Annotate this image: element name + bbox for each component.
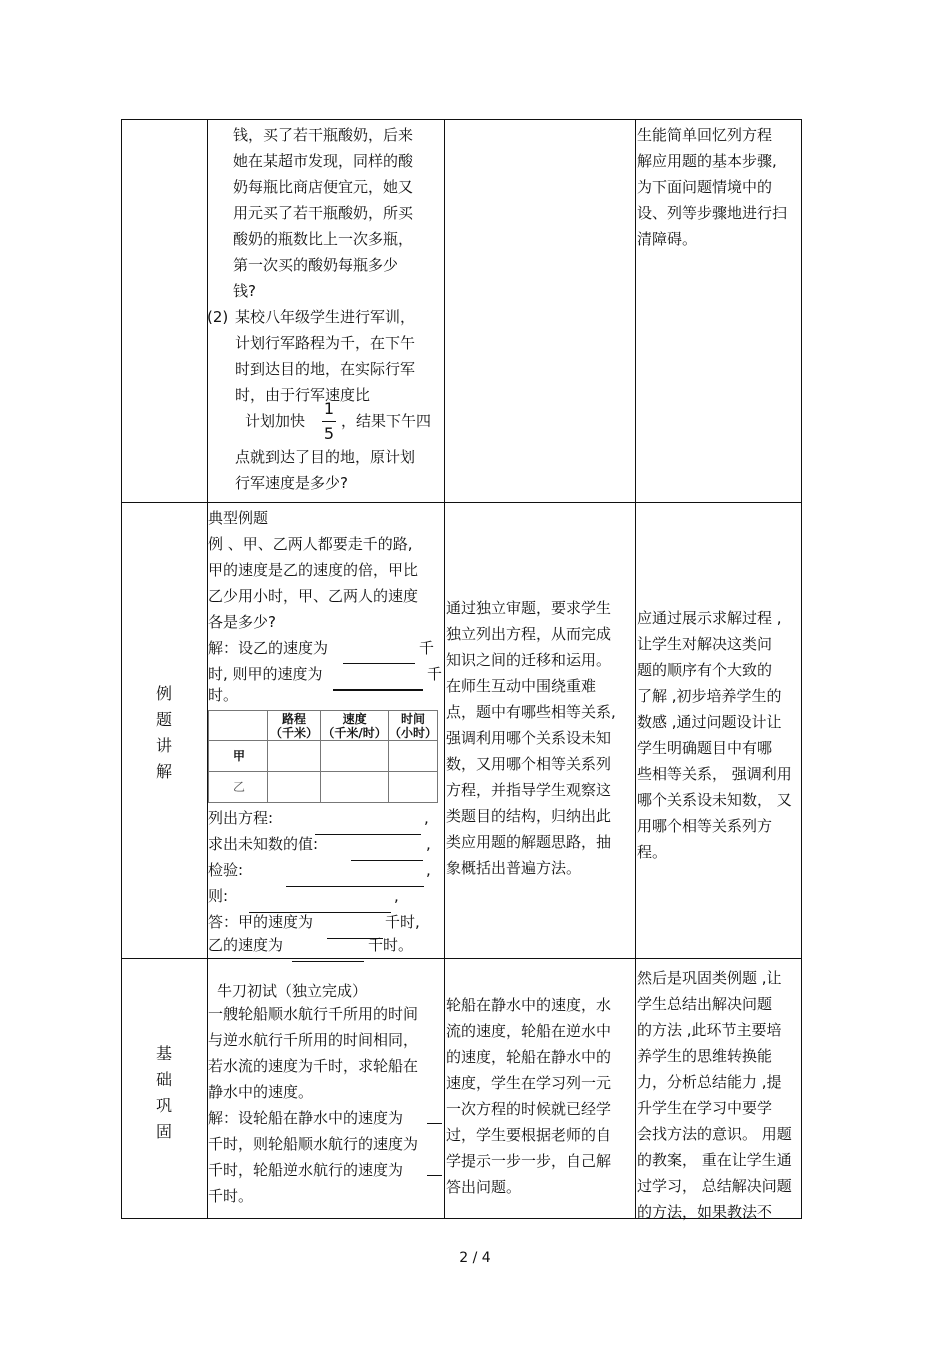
table-row-label: 甲 xyxy=(209,741,268,772)
unit-text: 千时。 xyxy=(368,936,414,954)
unit-text: 千时, xyxy=(385,913,420,931)
example-heading: 典型例题 xyxy=(208,509,269,527)
table-border-right xyxy=(801,119,802,1219)
table-cell xyxy=(267,741,321,772)
table-header-time: 时间 （小时） xyxy=(388,711,437,740)
answer-blank xyxy=(427,1175,442,1176)
row1-design-intent: 生能简单回忆列方程 解应用题的基本步骤, 为下面问题情境中的 设、列等步骤地进行扫 清障碍。 xyxy=(637,126,788,248)
question-2-text: 某校八年级学生进行军训， 计划行军路程为千，在下午 时到达目的地，在实际行军 时，由于行军速度比 xyxy=(235,308,416,404)
row-divider xyxy=(121,958,802,959)
table-cell xyxy=(321,741,389,772)
fraction-prefix: 计划加快 xyxy=(245,412,306,430)
row3-teacher-activity: 轮船在静水中的速度，水 流的速度，轮船在逆水中 的速度，轮船在静水中的 速度，学生在学习列一元 一次方程的时候就已经学 过，学生要根据老师的自 学提示一步一步，自己解 答出问题。 xyxy=(446,996,612,1196)
table-row-label: 乙 xyxy=(209,772,268,803)
table-border-top xyxy=(121,119,802,120)
fraction-denominator: 5 xyxy=(323,424,335,443)
practice-heading: 牛刀初试（独立完成） xyxy=(217,982,368,1000)
fraction-suffix: ，结果下午四 xyxy=(341,412,432,430)
fraction-numerator: 1 xyxy=(323,399,335,418)
answer-line-b: 乙的速度为 xyxy=(208,936,284,954)
page-number: 2 / 4 xyxy=(459,1250,491,1266)
punctuation: , xyxy=(426,835,431,853)
step-check: 检验: xyxy=(208,861,244,879)
answer-line-a: 答：甲的速度为 xyxy=(208,913,314,931)
answer-blank xyxy=(427,1123,442,1124)
solution-line-3: 时。 xyxy=(208,686,239,704)
section-label-example: 例 题 讲 解 xyxy=(155,684,172,781)
row-divider xyxy=(121,502,802,503)
row3-design-intent: 然后是巩固类例题 ,让 学生总结出解决问题 的方法 ,此环节主要培 养学生的思维转换能 力，分析总结能力 ,提 升学生在学习中要学 会找方法的意识。 用题 的教案， 重在让学生通 过学习， 总结解决问题 的方法，如果教法不 xyxy=(637,969,792,1221)
fraction-one-fifth xyxy=(322,399,336,444)
table-divider xyxy=(635,119,636,1219)
row1-problem-text: 钱，买了若干瓶酸奶，后来 她在某超市发现，同样的酸 奶每瓶比商店便宜元，她又 用元买了若干瓶酸奶，所买 酸奶的瓶数比上一次多瓶， 第一次买的酸奶每瓶多少 钱? xyxy=(233,126,414,300)
practice-problem: 一艘轮船顺水航行千所用的时间 与逆水航行千所用的时间相同， 若水流的速度为千时，求轮船在 静水中的速度。 解：设轮船在静水中的速度为 千时，则轮船顺水航行的速度为 千时，轮船逆水航行的速度为 千时。 xyxy=(208,1005,419,1205)
lesson-plan-table xyxy=(121,119,802,1219)
unit-text: 千 xyxy=(419,639,435,657)
speed-table xyxy=(208,710,438,803)
answer-blank xyxy=(343,649,415,664)
table-header-speed: 速度 （千米/时） xyxy=(322,711,387,740)
punctuation: , xyxy=(426,861,431,879)
row2-teacher-activity: 通过独立审题，要求学生 独立列出方程，从而完成 知识之间的迁移和运用。 在师生互动中围绕重难 点，题中有哪些相等关系, 强调利用哪个关系设未知 数，又用哪个相等关系列 方程，并指导学生观察这 类题目的结构，归纳出此 类应用题的解题思路，抽 象概括出普遍方法。 xyxy=(446,599,616,877)
punctuation: , xyxy=(394,887,399,905)
table-cell xyxy=(267,772,321,803)
answer-blank xyxy=(292,947,364,962)
solution-line-1: 解：设乙的速度为 xyxy=(208,639,329,657)
solution-line-2: 时, 则甲的速度为 xyxy=(208,665,323,683)
question-2-number: (2) xyxy=(207,308,229,326)
answer-blank xyxy=(286,872,424,887)
answer-blank xyxy=(351,846,423,861)
punctuation: , xyxy=(424,809,429,827)
row2-design-intent: 应通过展示求解过程 , 让学生对解决这类问 题的顺序有个大致的 了解 ,初步培养学生的 数感 ,通过问题设计让 学生明确题目中有哪 些相等关系， 强调利用 哪个关系设未知数， 又 用哪个相等关系列方 程。 xyxy=(637,609,792,861)
table-divider xyxy=(444,119,445,1219)
section-label-consolidation: 基 础 巩 固 xyxy=(155,1044,172,1141)
answer-blank xyxy=(333,675,423,691)
table-corner xyxy=(209,711,268,741)
table-cell xyxy=(388,772,437,803)
table-header-distance: 路程 （千米） xyxy=(267,711,321,741)
step-then: 则: xyxy=(208,887,229,905)
step-solve: 求出未知数的值: xyxy=(208,835,319,853)
step-equation: 列出方程: xyxy=(208,809,274,827)
table-cell xyxy=(388,741,437,772)
answer-blank xyxy=(315,820,421,835)
example-problem: 典型例题 例 、甲、乙两人都要走千的路, 甲的速度是乙的速度的倍，甲比 乙少用小时，甲、乙两人的速度 各是多少? xyxy=(208,505,418,635)
question-2-tail: 点就到达了目的地，原计划 行军速度是多少? xyxy=(235,448,416,492)
unit-text: 千 xyxy=(427,665,443,683)
table-cell xyxy=(321,772,389,803)
